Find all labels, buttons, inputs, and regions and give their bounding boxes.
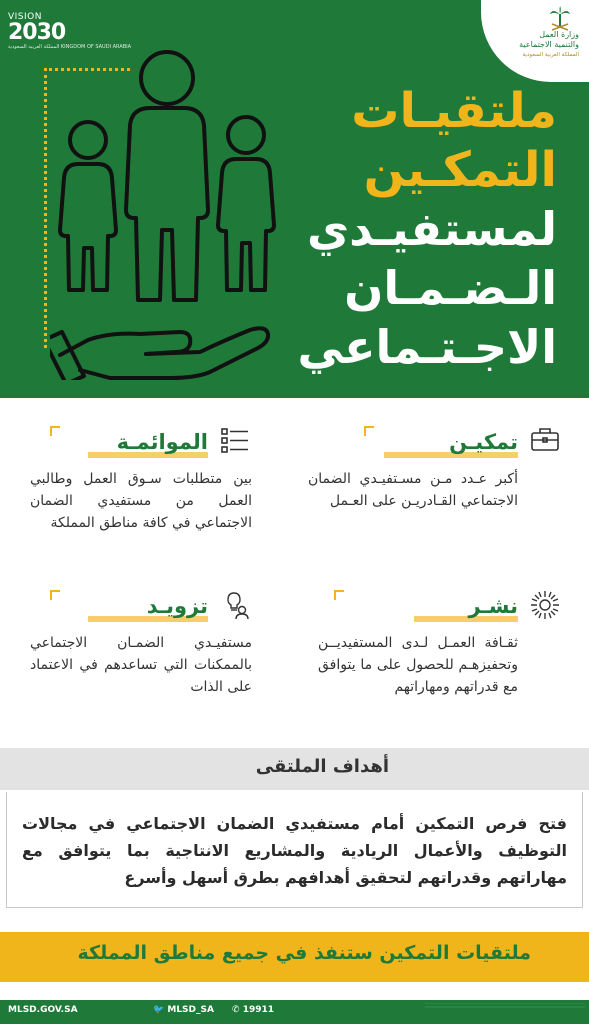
card-tamkeen	[308, 424, 560, 509]
vision-label: VISION	[8, 12, 42, 22]
regions-banner-text: ملتقيات التمكين ستنفذ في جميع مناطق المملكة	[77, 942, 531, 964]
decorative-stripes	[425, 1003, 585, 1021]
phone-icon: ✆	[232, 1005, 240, 1015]
card-title: تزويـد	[146, 594, 208, 618]
twitter-handle[interactable]	[153, 1005, 214, 1015]
bracket-top	[364, 426, 374, 436]
ministry-country: المملكة العربية السعودية	[522, 52, 579, 58]
goals-heading: أهداف الملتقى	[255, 756, 389, 777]
ministry-name	[489, 30, 579, 60]
card-header	[20, 424, 260, 460]
briefcase-icon	[530, 426, 560, 452]
hero-title-line2: التمكـين	[363, 142, 557, 198]
bracket-top	[50, 426, 60, 436]
card-body: مستفيـدي الضمـان الاجتماعي بالممكنات التي تساعدهم في الاعتماد على الذات	[30, 635, 252, 695]
card-body: ثقـافة العمـل لـدى المستفيديــن وتحفيزهـم للحصول على ما يتوافق مع قدراتهم ومهاراتهم	[318, 635, 518, 695]
card-header	[310, 588, 560, 624]
goals-text: فتح فرص التمكين أمام مستفيدي الضمان الاجتماعي في مجالات التوظيف والأعمال الريادية والمشاريع الانتاجية بما يتوافق مع مهاراتهم وقدراتهم لتحقيق أهدافهم بطرق أسهل وأسرع	[22, 814, 567, 887]
card-tazweed	[20, 588, 260, 695]
phone-number-text: 19911	[242, 1005, 274, 1015]
card-header	[20, 588, 260, 624]
hero-title-line3: لمستفيـدي	[306, 202, 557, 256]
card-header	[310, 424, 560, 460]
family-hand-illustration	[50, 40, 290, 380]
card-title: نشـر	[468, 594, 518, 618]
card-body: أكبر عـدد مـن مسـتفيـدي الضمان الاجتماعي القـادريـن على العـمل	[308, 471, 518, 509]
dotted-frame-vertical	[44, 68, 47, 348]
idea-person-icon	[220, 590, 250, 620]
hero-title-line1: ملتقيـات	[351, 83, 557, 139]
card-mowaama	[20, 424, 260, 531]
card-body: بين متطلبات سـوق العمل وطالبي العمل من مستفيدي الضمان الاجتماعي في كافة مناطق المملكة	[30, 471, 252, 531]
hero-title-line5: الاجـتـماعي	[297, 320, 557, 374]
twitter-handle-text: MLSD_SA	[167, 1005, 214, 1015]
website-link[interactable]: MLSD.GOV.SA	[8, 1005, 78, 1015]
vision-year: 2030	[8, 20, 66, 45]
card-title: الموائمـة	[116, 430, 208, 454]
card-nashr	[310, 588, 560, 695]
hero-title	[267, 82, 557, 377]
palm-swords-icon	[549, 6, 571, 32]
checklist-icon	[220, 426, 250, 456]
ministry-name-line2: والتنمية الاجتماعية	[519, 40, 579, 49]
bracket-top	[334, 590, 344, 600]
burst-icon	[530, 590, 560, 620]
phone-number[interactable]	[232, 1005, 274, 1015]
vision-caption: المملكة العربية السعودية KINGDOM OF SAUDI ARABIA	[8, 44, 132, 50]
bracket-top	[50, 590, 60, 600]
hero-title-line4: الـضـمـان	[344, 261, 557, 315]
twitter-icon: 🐦	[153, 1005, 165, 1015]
card-title: تمكيـن	[449, 430, 518, 454]
ministry-name-line1: وزارة العمل	[539, 30, 579, 39]
